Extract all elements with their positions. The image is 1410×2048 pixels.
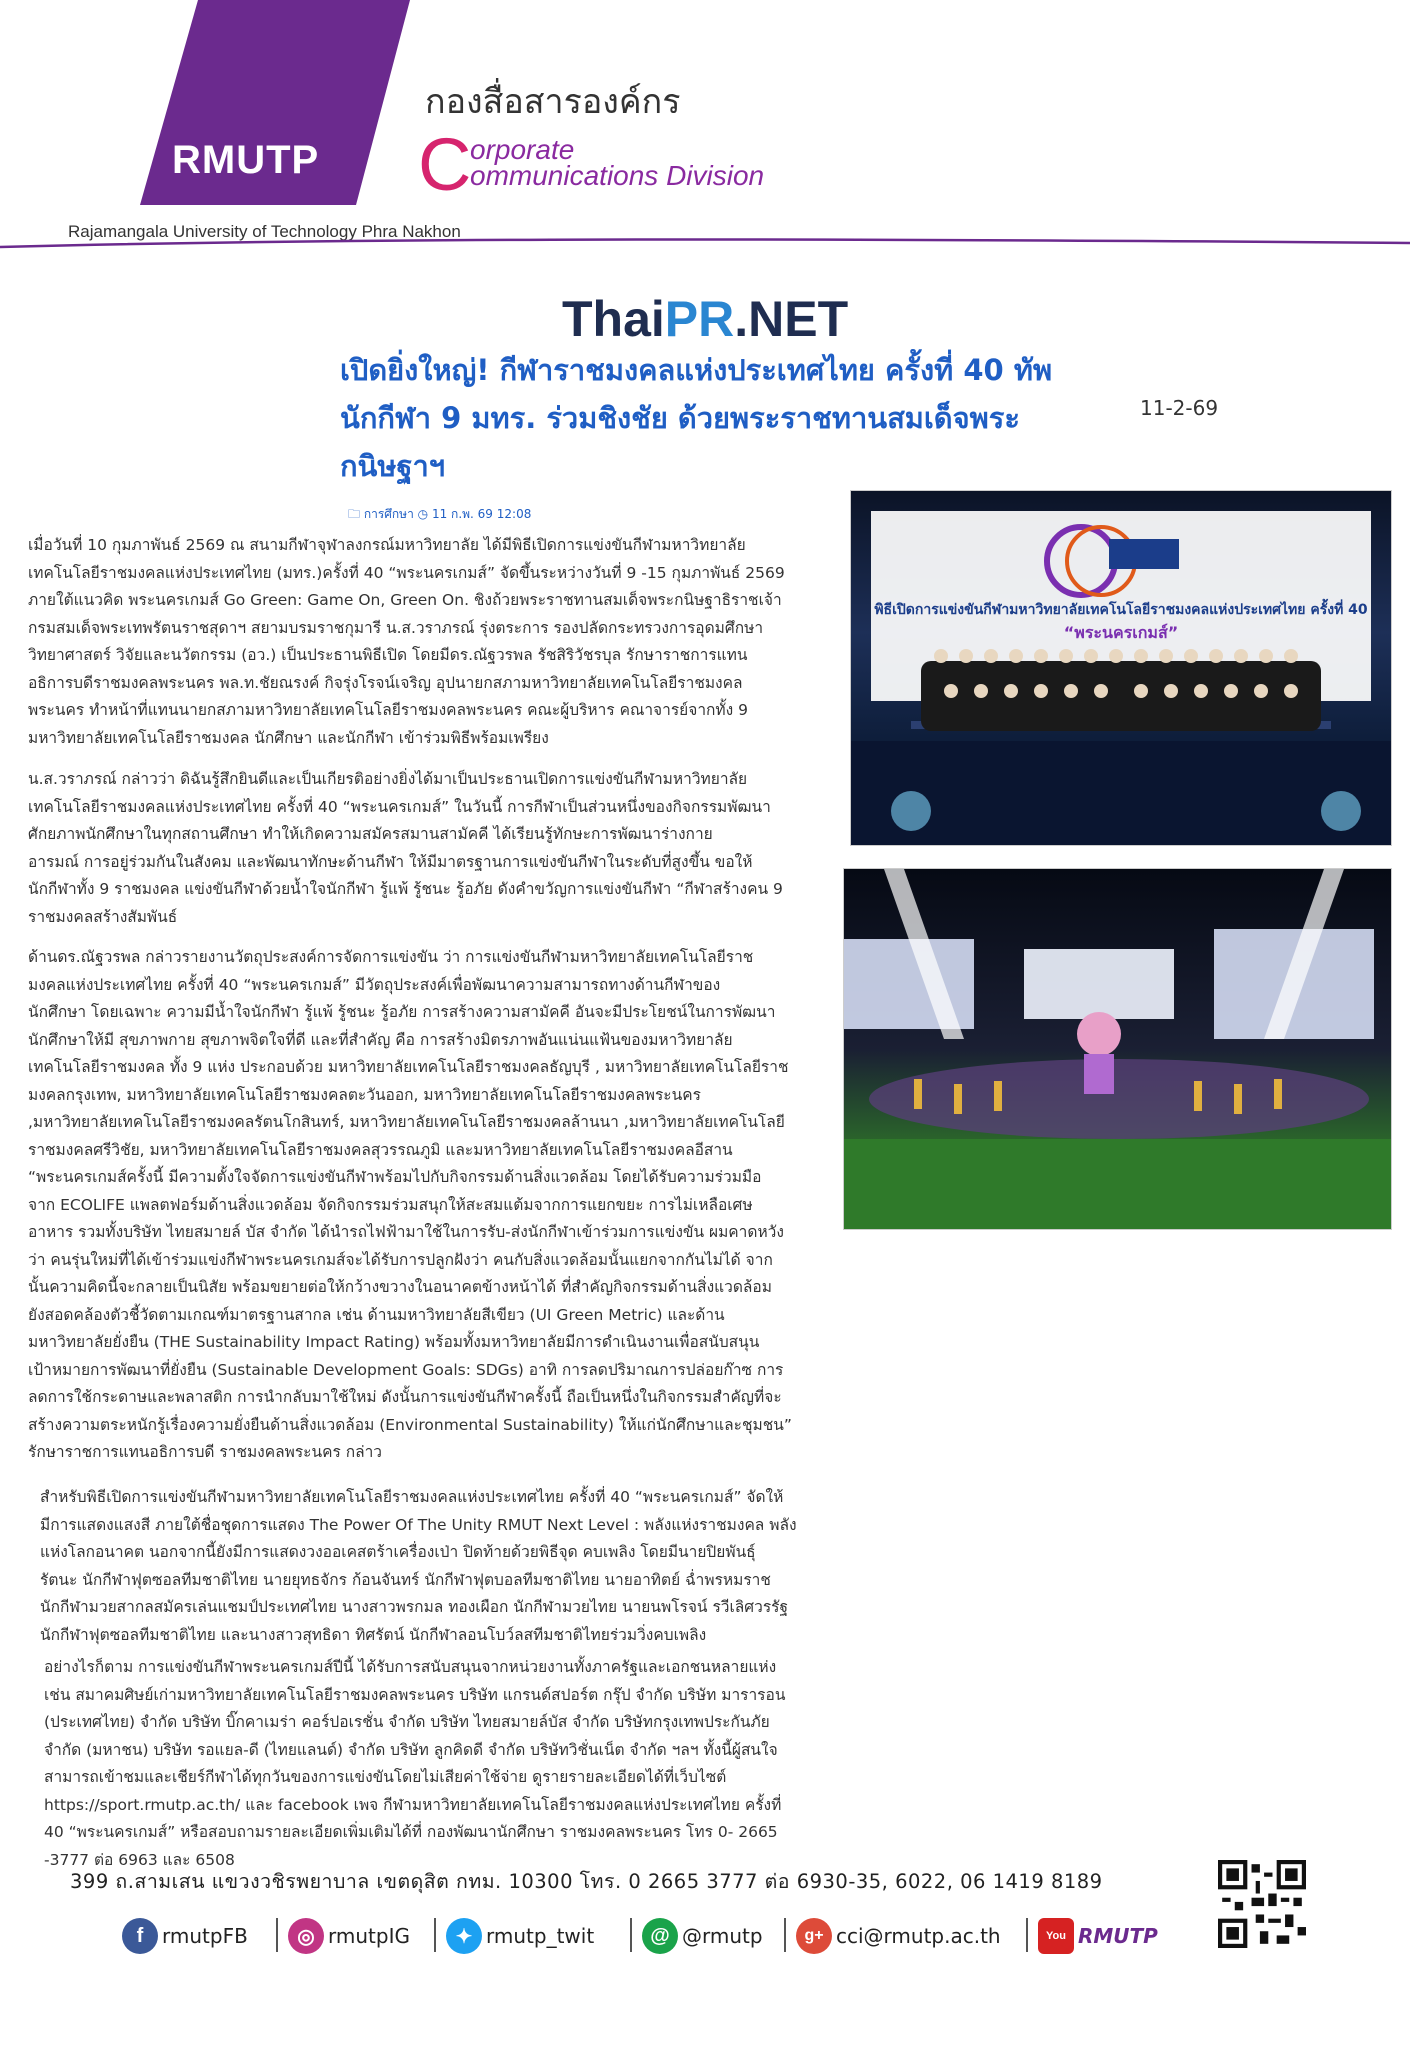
text-line: เทคโนโลยีราชมงคล ทั้ง 9 แห่ง ประกอบด้วย มหาวิทยาลัยเทคโนโลยีราชมงคลธัญบุรี , มหาวิทยาลัยเทคโนโลยีราช <box>28 1058 789 1076</box>
university-name: Rajamangala University of Technology Phra Nakhon <box>68 222 461 241</box>
instagram-icon: ◎ <box>288 1918 324 1954</box>
social-label: rmutpFB <box>162 1924 248 1948</box>
text-line: รัตนะ นักกีฬาฟุตซอลทีมชาติไทย นายยุทธจักร ก้อนจันทร์ นักกีฬาฟุตบอลทีมชาติไทย นายอาทิตย์ ฉ่ำพรหมราช <box>40 1570 771 1589</box>
text-line: เช่น สมาคมศิษย์เก่ามหาวิทยาลัยเทคโนโลยีราชมงคลพระนคร บริษัท แกรนด์สปอร์ต กรุ๊ป จำกัด บริษัท มารารอน <box>44 1685 786 1704</box>
social-separator <box>434 1918 436 1952</box>
text-line: อธิการบดีราชมงคลพระนคร พล.ท.ชัยณรงค์ กิจรุ่งโรจน์เจริญ อุปนายกสภามหาวิทยาลัยเทคโนโลยีราชมงคล <box>28 673 743 692</box>
text-line: นักศึกษาให้มี สุขภาพกาย สุขภาพจิตใจที่ดี และที่สำคัญ คือ การสร้างมิตรภาพอันแน่นแฟ้นของมหาวิทยาลัย <box>28 1030 733 1049</box>
social-youtube[interactable] <box>1038 1914 1158 1958</box>
article-category[interactable]: การศึกษา <box>363 507 414 521</box>
text-line[interactable]: https://sport.rmutp.ac.th/ และ facebook เพจ กีฬามหาวิทยาลัยเทคโนโลยีราชมงคลแห่งประเทศไทย ครั้งที่ <box>44 1795 782 1814</box>
thaipr-logo-thai: Thai <box>562 291 665 347</box>
header-divider-curve <box>0 235 1410 255</box>
text-line: 40 “พระนครเกมส์” หรือสอบถามรายละเอียดเพิ่มเติมได้ที่ กองพัฒนานักศึกษา ราชมงคลพระนคร โทร 0- 2665 <box>44 1823 778 1841</box>
text-line: ยังสอดคล้องตัวชี้วัดตามเกณฑ์มาตรฐานสากล เช่น ด้านมหาวิทยาลัยสีเขียว (UI Green Metric) และด้าน <box>28 1305 725 1324</box>
ceremony-group-illustration <box>851 491 1391 845</box>
ceremony-group-photo <box>850 490 1392 846</box>
social-label: RMUTP <box>1078 1924 1158 1948</box>
text-line: (ประเทศไทย) จำกัด บริษัท บิ๊กคาเมร่า คอร์ปอเรชั่น จำกัด บริษัท ไทยสมายล์บัส จำกัด บริษัทกรุงเทพประกันภัย <box>44 1713 770 1731</box>
text-line: มหาวิทยาลัยยั่งยืน (THE Sustainability Impact Rating) พร้อมทั้งมหาวิทยาลัยมีการดำเนินงานเพื่อสนับสนุน <box>28 1333 760 1351</box>
social-separator <box>630 1918 632 1952</box>
rmutp-logo-text: RMUTP <box>172 138 320 182</box>
paragraph-1 <box>28 532 828 752</box>
text-line: กรมสมเด็จพระเทพรัตนราชสุดาฯ สยามบรมราชกุมารี น.ส.วราภรณ์ รุ่งตระการ รองปลัดกระทรวงการอุดมศึกษา <box>28 618 764 637</box>
social-instagram[interactable] <box>288 1914 410 1958</box>
text-line: อาหาร รวมทั้งบริษัท ไทยสมายล์ บัส จำกัด ได้นำรถไฟฟ้ามาใช้ในการรับ-ส่งนักกีฬาเข้าร่วมการแข่งขัน ผมคาดหวัง <box>28 1223 784 1241</box>
ceremony-banner-text: พิธีเปิดการแข่งขันกีฬามหาวิทยาลัยเทคโนโลยีราชมงคลแห่งประเทศไทย ครั้งที่ 40 <box>874 602 1368 618</box>
text-line: มหาวิทยาลัยเทคโนโลยีราชมงคล นักศึกษา และนักกีฬา เข้าร่วมพิธีพร้อมเพรียง <box>28 728 549 747</box>
text-line: ลดการใช้กระดาษและพลาสติก การนำกลับมาใช้ใหม่ ดังนั้นการแข่งขันกีฬาครั้งนี้ ถือเป็นหนึ่งในกิจกรรมสำคัญที่จะ <box>28 1388 782 1406</box>
text-line: น.ส.วราภรณ์ กล่าวว่า ดิฉันรู้สึกยินดีและเป็นเกียรติอย่างยิ่งได้มาเป็นประธานเปิดการแข่งขันกีฬามหาวิทยาลัย <box>28 770 748 788</box>
text-line: ราชมงคลศรีวิชัย, มหาวิทยาลัยเทคโนโลยีราชมงคลสุวรรณภูมิ และมหาวิทยาลัยเทคโนโลยีราชมงคลอีสาน <box>28 1140 733 1159</box>
text-line: พระนคร ทำหน้าที่แทนนายกสภามหาวิทยาลัยเทคโนโลยีราชมงคลพระนคร คณะผู้บริหาร คณาจารย์จากทั้ง 9 <box>28 701 748 719</box>
ceremony-banner-subtitle: “พระนครเกมส์” <box>1063 623 1179 642</box>
text-line: “พระนครเกมส์ครั้งนี้ มีความตั้งใจจัดการแข่งขันกีฬาพร้อมไปกับกิจกรรมด้านสิ่งแวดล้อม โดยได้รับความร่วมมือ <box>28 1168 762 1186</box>
opening-show-illustration <box>844 869 1391 1229</box>
text-line: ศักยภาพนักศึกษาในทุกสถานศึกษา ทำให้เกิดความสมัครสมานสามัคคี ได้เรียนรู้ทักษะการพัฒนาร่างกาย <box>28 825 713 843</box>
text-line: นักกีฬาฟุตซอลทีมชาติไทย และนางสาวสุทธิดา ทิศรัตน์ นักกีฬาลอนโบว์ลสทีมชาติไทยร่วมวิ่งคบเพลิง <box>40 1625 707 1644</box>
text-line: วิทยาศาสตร์ วิจัยและนวัตกรรม (อว.) เป็นประธานพิธีเปิด โดยมีดร.ณัฐวรพล รัชสิริวัชรบุล รักษาราชการแทน <box>28 646 748 664</box>
thaipr-logo-pr: PR <box>664 291 735 347</box>
clock-icon: ◷ <box>417 507 429 521</box>
social-google-plus[interactable] <box>796 1914 1001 1958</box>
article-posted-time: 11 ก.พ. 69 12:08 <box>431 507 532 521</box>
text-line: เมื่อวันที่ 10 กุมภาพันธ์ 2569 ณ สนามกีฬาจุฬาลงกรณ์มหาวิทยาลัย ได้มีพิธีเปิดการแข่งขันกีฬามหาวิทยาลัย <box>28 536 746 554</box>
youtube-icon: You <box>1038 1918 1074 1954</box>
text-line: ราชมงคลสร้างสัมพันธ์ <box>28 907 178 926</box>
line-icon: @ <box>642 1918 678 1954</box>
text-line: สำหรับพิธีเปิดการแข่งขันกีฬามหาวิทยาลัยเทคโนโลยีราชมงคลแห่งประเทศไทย ครั้งที่ 40 “พระนครเกมส์” จัดให้ <box>40 1488 784 1506</box>
text-line: รักษาราชการแทนอธิการบดี ราชมงคลพระนคร กล่าว <box>28 1443 382 1461</box>
facebook-icon: f <box>122 1918 158 1954</box>
twitter-icon: ✦ <box>446 1918 482 1954</box>
qr-code[interactable] <box>1218 1860 1306 1948</box>
folder-icon: 🗀 <box>348 507 361 521</box>
social-label: rmutp_twit <box>486 1924 595 1948</box>
text-line: ด้านดร.ณัฐวรพล กล่าวรายงานวัตถุประสงค์การจัดการแข่งขัน ว่า การแข่งขันกีฬามหาวิทยาลัยเทคโนโลยีราช <box>28 948 754 966</box>
social-facebook[interactable] <box>122 1914 248 1958</box>
footer-address: 399 ถ.สามเสน แขวงวชิรพยาบาล เขตดุสิต กทม. 10300 โทร. 0 2665 3777 ต่อ 6930-35, 6022, 06 1419 8189 <box>70 1870 1103 1893</box>
opening-show-photo <box>843 868 1392 1230</box>
department-english-line1: orporate <box>470 134 575 165</box>
thaipr-logo-net: .NET <box>734 291 849 347</box>
text-line: มงคลกรุงเทพ, มหาวิทยาลัยเทคโนโลยีราชมงคลตะวันออก, มหาวิทยาลัยเทคโนโลยีราชมงคลพระนคร <box>28 1085 701 1104</box>
text-line: ภายใต้แนวคิด พระนครเกมส์ Go Green: Game On, Green On. ชิงถ้วยพระราชทานสมเด็จพระกนิษฐาธิราชเจ้า <box>28 591 782 609</box>
paragraph-2 <box>28 766 828 931</box>
text-line: นักศึกษา โดยเฉพาะ ความมีน้ำใจนักกีฬา รู้แพ้ รู้ชนะ รู้อภัย การสร้างความสามัคคี อันจะมีประโยชน์ในการพัฒนา <box>28 1003 776 1021</box>
text-line: มีการแสดงแสงสี ภายใต้ชื่อชุดการแสดง The Power Of The Unity RMUT Next Level : พลังแห่งราชมงคล พลัง <box>40 1515 797 1534</box>
text-line: เทคโนโลยีราชมงคลแห่งประเทศไทย ครั้งที่ 40 “พระนครเกมส์” ในวันนี้ การกีฬาเป็นส่วนหนึ่งของกิจกรรมพัฒนา <box>28 797 771 816</box>
text-line: นักกีฬาทั้ง 9 ราชมงคล แข่งขันกีฬาด้วยน้ำใจนักกีฬา รู้แพ้ รู้ชนะ รู้อภัย ดังคำขวัญการแข่งขันกีฬา “กีฬาสร้างคน 9 <box>28 880 783 898</box>
social-label: cci@rmutp.ac.th <box>836 1924 1001 1948</box>
text-line: อารมณ์ การอยู่ร่วมกันในสังคม และพัฒนาทักษะด้านกีฬา ให้มีมาตรฐานการแข่งขันกีฬาในระดับที่สูงขึ้น ขอให้ <box>28 852 753 871</box>
text-line: นักกีฬามวยสากลสมัครเล่นแชมป์ประเทศไทย นางสาวพรกมล ทองเผือก นักกีฬามวยไทย นายนพโรจน์ รวีเลิศวรรัฐ <box>40 1598 789 1616</box>
department-english-line2: ommunications Division <box>470 160 765 191</box>
text-line: มงคลแห่งประเทศไทย ครั้งที่ 40 “พระนครเกมส์” มีวัตถุประสงค์เพื่อพัฒนาความสามารถทางด้านกีฬาของ <box>28 975 721 994</box>
text-line: สร้างความตระหนักรู้เรื่องความยั่งยืนด้านสิ่งแวดล้อม (Environmental Sustainability) ให้แก่นักศึกษาและชุมชน” <box>28 1415 792 1434</box>
social-label: rmutpIG <box>328 1924 410 1948</box>
text-line: นั้นความคิดนี้จะกลายเป็นนิสัย พร้อมขยายต่อให้กว้างขวางในอนาคตข้างหน้าได้ ที่สำคัญกิจกรรมด้านสิ่งแวดล้อม <box>28 1278 772 1296</box>
text-line: จำกัด (มหาชน) บริษัท รอแยล-ดี (ไทยแลนด์) จำกัด บริษัท ลูกคิดดี จำกัด บริษัทวิชั่นเน็ต จำกัด ฯลฯ ทั้งนี้ผู้สนใจ <box>44 1740 778 1759</box>
text-line: เทคโนโลยีราชมงคลแห่งประเทศไทย (มทร.)ครั้งที่ 40 “พระนครเกมส์” จัดขึ้นระหว่างวันที่ 9 -15 กุมภาพันธ์ 2569 <box>28 563 785 582</box>
text-line: ว่า คนรุ่นใหม่ที่ได้เข้าร่วมแข่งกีฬาพระนครเกมส์จะได้รับการปลูกฝังว่า คนกับสิ่งแวดล้อมนั้นแยกจากกันไม่ได้ จาก <box>28 1250 773 1269</box>
department-initial-c: C <box>418 123 472 206</box>
text-line: เป้าหมายการพัฒนาที่ยั่งยืน (Sustainable Development Goals: SDGs) อาทิ การลดปริมาณการปล่อยก๊าซ การ <box>28 1360 784 1379</box>
social-label: @rmutp <box>682 1924 763 1948</box>
text-line: ,มหาวิทยาลัยเทคโนโลยีราชมงคลรัตนโกสินทร์, มหาวิทยาลัยเทคโนโลยีราชมงคลล้านนา ,มหาวิทยาลัยเทคโนโลยี <box>28 1113 785 1131</box>
thaipr-logo <box>562 290 848 348</box>
social-line[interactable] <box>642 1914 763 1958</box>
text-line: จาก ECOLIFE แพลตฟอร์มด้านสิ่งแวดล้อม จัดกิจกรรมร่วมสนุกให้สะสมแต้มจากการแยกขยะ การไม่เหลือเศษ <box>28 1195 753 1214</box>
social-separator <box>1026 1918 1028 1952</box>
social-twitter[interactable] <box>446 1914 594 1958</box>
department-thai-name: กองสื่อสารองค์กร <box>425 82 681 122</box>
article-title: เปิดยิ่งใหญ่! กีฬาราชมงคลแห่งประเทศไทย ครั้งที่ 40 ทัพนักกีฬา 9 มทร. ร่วมชิงชัย ด้วยพระราชทานสมเด็จพระกนิษฐาฯ <box>340 353 1053 483</box>
text-line: สามารถเข้าชมและเชียร์กีฬาได้ทุกวันของการแข่งขันโดยไม่เสียค่าใช้จ่าย ดูรายรายละเอียดได้ที่เว็บไซต์ <box>44 1768 727 1786</box>
paragraph-3 <box>28 944 840 1467</box>
paragraph-5 <box>44 1654 844 1874</box>
text-line: แห่งโลกอนาคต นอกจากนี้ยังมีการแสดงวงออเคสตร้าเครื่องเป่า ปิดท้ายด้วยพิธีจุด คบเพลิง โดยมีนายปิยพันธุ์ <box>40 1543 756 1561</box>
article-meta <box>348 505 531 526</box>
google-plus-icon: g+ <box>796 1918 832 1954</box>
paragraph-4 <box>40 1484 840 1649</box>
social-separator <box>276 1918 278 1952</box>
date-stamp: 11-2-69 <box>1140 396 1219 420</box>
text-line: -3777 ต่อ 6963 และ 6508 <box>44 1850 235 1869</box>
social-separator <box>784 1918 786 1952</box>
text-line: อย่างไรก็ตาม การแข่งขันกีฬาพระนครเกมส์ปีนี้ ได้รับการสนับสนุนจากหน่วยงานทั้งภาครัฐและเอกชนหลายแห่ง <box>44 1658 777 1676</box>
